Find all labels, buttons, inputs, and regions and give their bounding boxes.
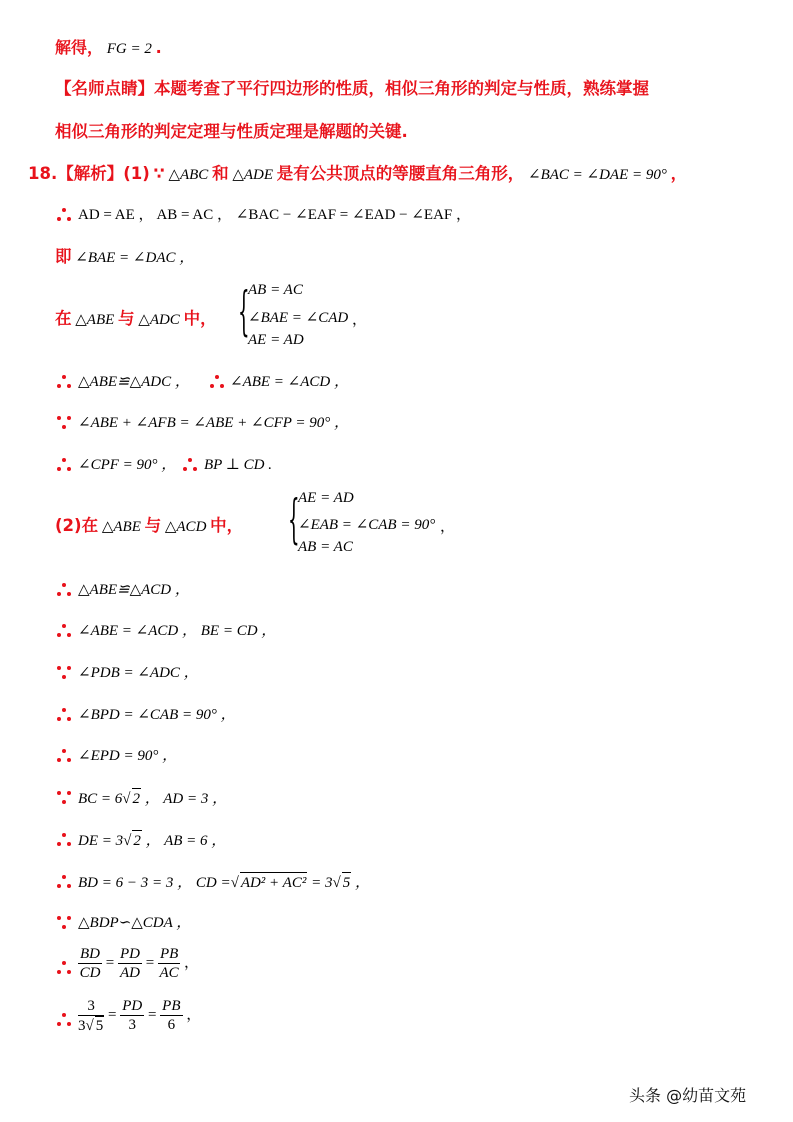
l14-a: DE = 3 bbox=[78, 833, 124, 849]
period: . bbox=[155, 38, 162, 57]
q18-end: ， bbox=[670, 164, 688, 183]
l14-b: ， AB = 6 ， bbox=[145, 833, 227, 849]
sys1-end: ， bbox=[352, 312, 368, 328]
line-2: AD = AE ， AB = AC ， ∠BAC − ∠EAF = ∠EAD − ∠EAF ， bbox=[78, 207, 472, 223]
sys1-row-3: AE = AD bbox=[248, 332, 304, 348]
math-fg: FG = 2 bbox=[106, 41, 152, 57]
result-line bbox=[55, 38, 162, 59]
line-9: ∠ABE = ∠ACD ， BE = CD ， bbox=[78, 623, 277, 639]
l4-tri2: △ADC bbox=[138, 312, 180, 328]
equals: = bbox=[147, 1007, 157, 1023]
q18-header bbox=[28, 164, 687, 185]
l15-rad: AD² + AC² bbox=[240, 872, 308, 893]
sqrt-icon: √ bbox=[122, 791, 131, 807]
frac-pb-ac: $\frac{PB}{AC}$ bbox=[159, 946, 179, 982]
because-icon bbox=[57, 916, 71, 930]
line-16: △BDP∽△CDA ， bbox=[78, 915, 192, 931]
p2-zhong: 中， bbox=[210, 516, 244, 535]
line-13 bbox=[78, 788, 227, 809]
therefore-icon bbox=[57, 208, 71, 222]
equals: = bbox=[105, 955, 115, 971]
label-zai: 在 bbox=[55, 309, 72, 328]
therefore-icon bbox=[57, 961, 71, 975]
therefore-icon bbox=[57, 375, 71, 389]
because-icon bbox=[57, 791, 71, 805]
line-10: ∠PDB = ∠ADC ， bbox=[78, 665, 199, 681]
brace-icon: { bbox=[288, 490, 300, 550]
therefore-icon bbox=[57, 1013, 71, 1027]
p2-label: (2)在 bbox=[55, 516, 99, 535]
l15-rad2: 5 bbox=[342, 872, 352, 893]
p2-yu: 与 bbox=[144, 516, 162, 535]
frac-bd-cd: $\frac{BD}{CD}$ bbox=[79, 946, 101, 982]
equals: = bbox=[107, 1007, 117, 1023]
q18-tri2: △ADE bbox=[232, 167, 274, 183]
watermark: 头条 @幼苗文苑 bbox=[629, 1086, 747, 1105]
sqrt-icon: √ bbox=[332, 875, 341, 891]
sys2-row-2: ∠EAB = ∠CAB = 90° bbox=[298, 517, 436, 533]
therefore-icon bbox=[57, 583, 71, 597]
sqrt-icon: √ bbox=[85, 1017, 94, 1034]
line-14 bbox=[78, 830, 226, 851]
therefore-icon bbox=[57, 624, 71, 638]
line-5a: △ABE≌△ADC ， bbox=[78, 374, 190, 390]
therefore-icon bbox=[57, 458, 71, 472]
frac-3-3sqrt5: $\frac{3}{3√ 5}$ bbox=[78, 997, 104, 1034]
line-5b: ∠ABE = ∠ACD ， bbox=[230, 374, 349, 390]
sqrt-icon: √ bbox=[123, 833, 132, 849]
l13-a: BC = 6 bbox=[78, 791, 123, 807]
line-6: ∠ABE + ∠AFB = ∠ABE + ∠CFP = 90° ， bbox=[78, 415, 350, 431]
f2-end: ， bbox=[186, 1007, 202, 1023]
frac-pd-3: $\frac{PD}{3}$ bbox=[122, 998, 143, 1034]
sys2-row-3: AB = AC bbox=[298, 539, 353, 555]
sqrt-icon: √ bbox=[230, 875, 239, 891]
label-ji: 即 bbox=[55, 247, 72, 266]
label-jiede: 解得， bbox=[55, 38, 104, 57]
sys1-row-1: AB = AC bbox=[248, 282, 303, 298]
q18-label: 18.【解析】(1) bbox=[28, 164, 150, 183]
math-l3: ∠BAE = ∠DAC ， bbox=[75, 250, 195, 266]
therefore-icon bbox=[57, 875, 71, 889]
frac-pb-6: $\frac{PB}{6}$ bbox=[162, 998, 181, 1034]
l15-c: ， bbox=[354, 875, 370, 891]
sys1-row-2: ∠BAE = ∠CAD bbox=[248, 310, 349, 326]
line-7b: BP ⊥ CD . bbox=[204, 457, 272, 473]
label-zhong: 中， bbox=[183, 309, 217, 328]
line-7a: ∠CPF = 90° ， bbox=[78, 457, 177, 473]
q18-angle: ∠BAC = ∠DAE = 90° bbox=[528, 167, 667, 183]
note-line-2: 相似三角形的判定定理与性质定理是解题的关键. bbox=[55, 122, 408, 141]
q18-text: 是有公共顶点的等腰直角三角形， bbox=[276, 164, 525, 183]
l4-tri1: △ABE bbox=[75, 312, 115, 328]
frac-pd-ad: $\frac{PD}{AD}$ bbox=[119, 946, 140, 982]
because-icon bbox=[57, 666, 71, 680]
line-12: ∠EPD = 90° ， bbox=[78, 748, 178, 764]
l13-rad: 2 bbox=[132, 788, 142, 809]
therefore-icon bbox=[183, 458, 197, 472]
fraction-line-2 bbox=[78, 996, 201, 1035]
l13-b: ， AD = 3 ， bbox=[144, 791, 228, 807]
q18-and: 和 bbox=[212, 164, 229, 183]
therefore-icon bbox=[210, 375, 224, 389]
therefore-icon bbox=[57, 708, 71, 722]
l15-b: = 3 bbox=[311, 875, 333, 891]
line-11: ∠BPD = ∠CAB = 90° ， bbox=[78, 707, 236, 723]
l15-a: BD = 6 − 3 = 3 ， CD = bbox=[78, 875, 231, 891]
q18-tri1: △ABC bbox=[168, 167, 209, 183]
because-symbol: ∵ bbox=[153, 164, 165, 183]
fraction-line-1 bbox=[78, 944, 199, 982]
equals: = bbox=[145, 955, 155, 971]
therefore-icon bbox=[57, 833, 71, 847]
p2-tri1: △ABE bbox=[101, 519, 141, 535]
line-4 bbox=[55, 309, 217, 330]
because-icon bbox=[57, 416, 71, 430]
line-15 bbox=[78, 872, 370, 893]
f1-end: ， bbox=[184, 955, 200, 971]
note-line-1: 【名师点睛】本题考查了平行四边形的性质，相似三角形的判定与性质，熟练掌握 bbox=[55, 79, 649, 98]
brace-icon: { bbox=[238, 282, 250, 342]
therefore-icon bbox=[57, 749, 71, 763]
sys2-end: ， bbox=[440, 519, 456, 535]
label-yu: 与 bbox=[118, 309, 135, 328]
part2-line bbox=[55, 516, 243, 537]
line-3 bbox=[55, 247, 194, 268]
line-8: △ABE≌△ACD ， bbox=[78, 582, 190, 598]
l14-rad: 2 bbox=[132, 830, 142, 851]
p2-tri2: △ACD bbox=[164, 519, 207, 535]
sys2-row-1: AE = AD bbox=[298, 490, 354, 506]
